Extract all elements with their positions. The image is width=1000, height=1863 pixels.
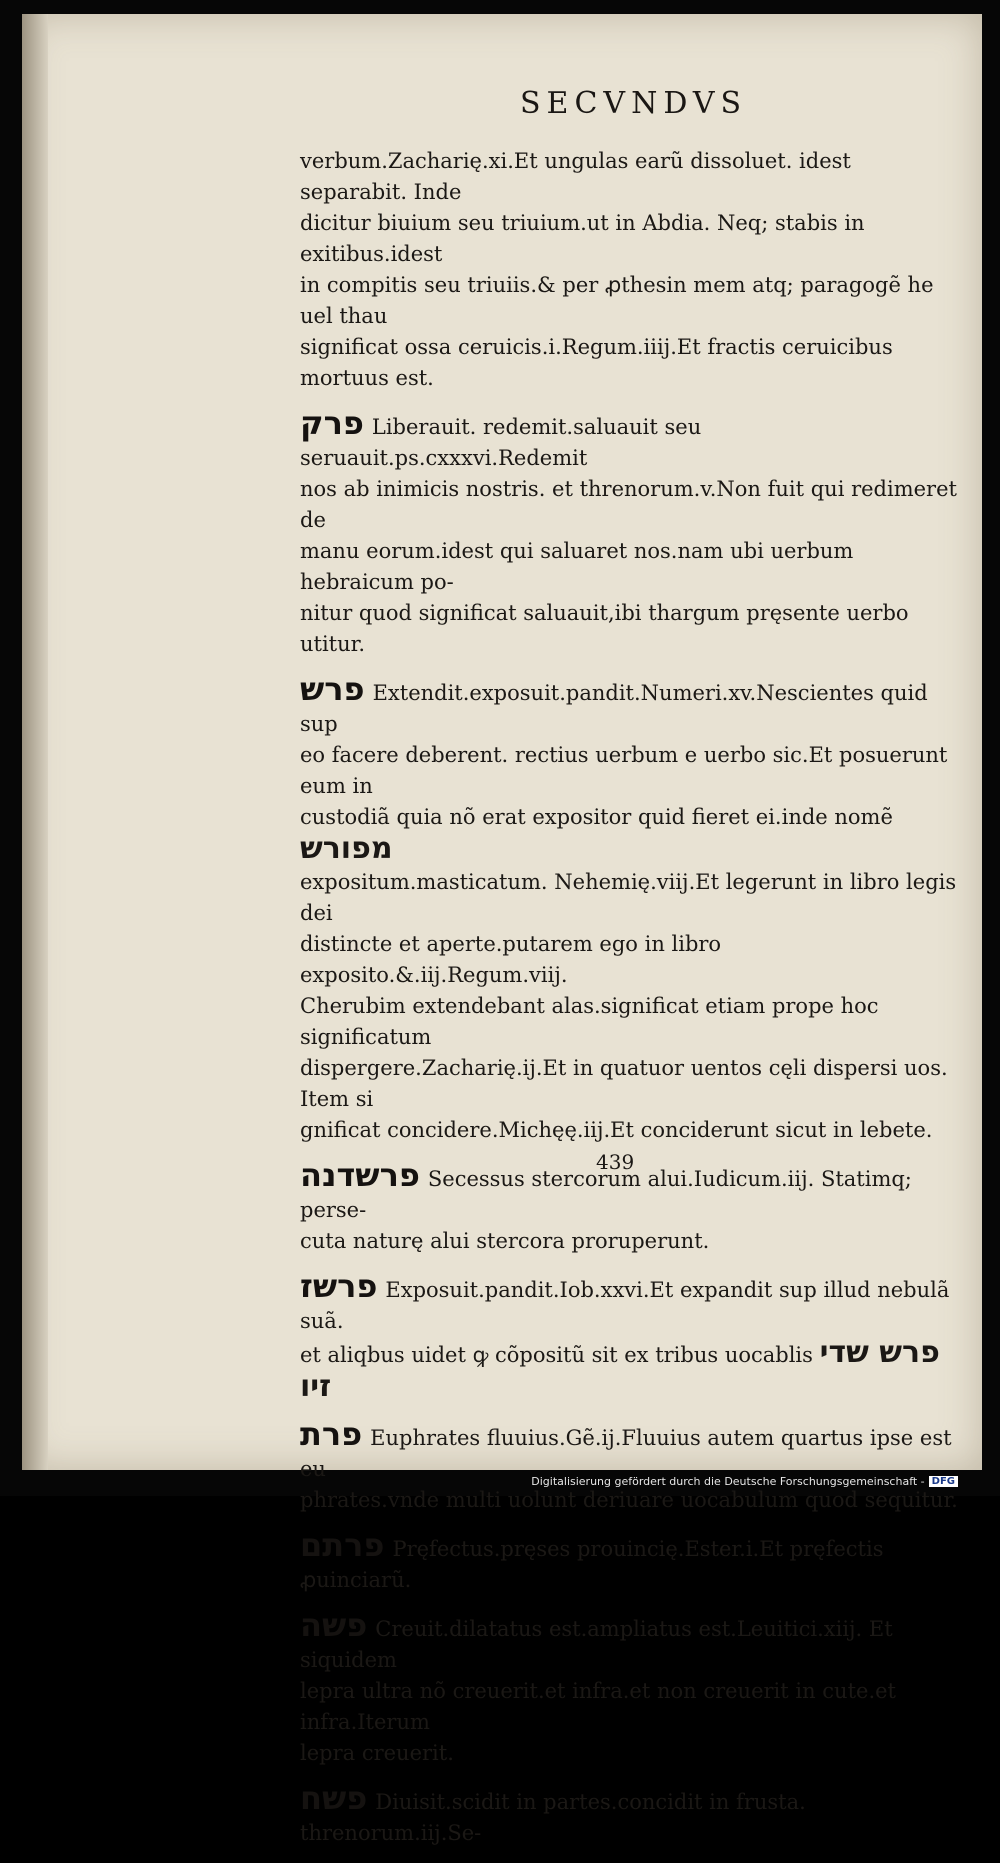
hebrew-headword: פרשדנה [300, 1156, 420, 1194]
text-line: in compitis seu triuiis.& per ꝓthesin mem atq; paragogẽ he uel thau [300, 273, 934, 328]
hebrew-headword: פרת [300, 1415, 363, 1453]
digitization-footer [531, 1475, 958, 1488]
text-line: distincte et aperte.putarem ego in libro exposito.&.iij.Regum.viij. [300, 932, 722, 987]
text-line: lepra creuerit. [300, 1741, 454, 1765]
text-line: phrates.vnde multi uolunt deriuare uocabulum quod sequitur. [300, 1488, 958, 1512]
inline-hebrew-word: מפורש [300, 831, 393, 866]
text-line: manu eorum.idest qui saluaret nos.nam ubi uerbum hebraicum po- [300, 539, 854, 594]
text-line: Euphrates fluuius.Gẽ.ij.Fluuius autem quartus ipse est eu [300, 1426, 952, 1481]
entry-3 [300, 670, 960, 1146]
entry-6 [300, 1415, 960, 1516]
entry-9 [300, 1779, 960, 1849]
hebrew-headword: פשח [300, 1779, 368, 1817]
text-line: expositum.masticatum. Nehemię.viij.Et legerunt in libro legis dei [300, 870, 957, 925]
entry-2 [300, 404, 960, 660]
running-head: SECVNDVS [520, 86, 748, 121]
text-line: nos ab inimicis nostris. et threnorum.v.Non fuit qui redimeret de [300, 477, 957, 532]
text-line: dispergere.Zacharię.ij.Et in quatuor uentos cęli dispersi uos. Item si [300, 1056, 948, 1111]
hebrew-headword: פשה [300, 1606, 368, 1644]
text-line: significat ossa ceruicis.i.Regum.iiij.Et fractis ceruicibus mortuus est. [300, 335, 893, 390]
text-line [300, 1337, 960, 1405]
text-line [300, 1526, 960, 1596]
hebrew-headword: פרשז [300, 1267, 378, 1305]
entry-1 [300, 146, 960, 394]
text-line: dicitur biuium seu triuium.ut in Abdia. Neq; stabis in exitibus.idest [300, 211, 865, 266]
text-line: Extendit.exposuit.pandit.Numeri.xv.Nescientes quid sup [300, 681, 928, 736]
hebrew-headword: פרק [300, 404, 364, 442]
text-line [300, 1779, 960, 1849]
text-line: et aliqbus uidet ꝙ cõpositũ sit ex tribus uocablis [300, 1343, 813, 1367]
text-line: eo facere deberent. rectius uerbum e uerbo sic.Et posuerunt eum in [300, 743, 948, 798]
dfg-logo: DFG [929, 1476, 958, 1487]
text-line [300, 670, 960, 740]
text-block [300, 146, 960, 1863]
text-line: gnificat concidere.Michęę.iij.Et conciderunt sicut in lebete. [300, 1118, 933, 1142]
entry-4 [300, 1156, 960, 1257]
hebrew-headword: פרתם [300, 1526, 385, 1564]
text-line: verbum.Zacharię.xi.Et ungulas earũ dissoluet. idest separabit. Inde [300, 149, 851, 204]
text-line: cuta naturę alui stercora proruperunt. [300, 1229, 710, 1253]
text-line [300, 404, 960, 474]
inline-hebrew-word: פרש שדי זיו [300, 1335, 940, 1404]
entry-8 [300, 1606, 960, 1769]
text-line: Creuit.dilatatus est.ampliatus est.Leuitici.xiij. Et siquidem [300, 1617, 893, 1672]
text-line [300, 1606, 960, 1676]
text-line: Cherubim extendebant alas.significat etiam prope hoc significatum [300, 994, 879, 1049]
text-line: lepra ultra nõ creuerit.et infra.et non creuerit in cute.et infra.Iterum [300, 1679, 896, 1734]
text-line [300, 1267, 960, 1337]
hebrew-headword: פרש [300, 670, 365, 708]
text-line: Exposuit.pandit.Iob.xxvi.Et expandit sup illud nebulã suã. [300, 1278, 950, 1333]
text-line [300, 802, 960, 867]
text-line: nitur quod significat saluauit,ibi thargum pręsente uerbo utitur. [300, 601, 909, 656]
entry-7 [300, 1526, 960, 1596]
text-line: custodiã quia nõ erat expositor quid fieret ei.inde nomẽ [300, 805, 893, 829]
entry-5 [300, 1267, 960, 1405]
footer-text: Digitalisierung gefördert durch die Deutsche Forschungsgemeinschaft - [531, 1475, 925, 1488]
text-line: Liberauit. redemit.saluauit seu seruauit.ps.cxxxvi.Redemit [300, 415, 702, 470]
folio-number: 439 [596, 1150, 635, 1174]
page-gutter-shadow [22, 14, 48, 1470]
text-line: Diuisit.scidit in partes.concidit in frusta. threnorum.iij.Se- [300, 1790, 806, 1845]
text-line: Pręfectus.pręses prouincię.Ester.i.Et pręfectis ꝓuinciarũ. [300, 1537, 884, 1592]
text-line: Secessus stercorum alui.Iudicum.iij. Statimq; perse- [300, 1167, 912, 1222]
